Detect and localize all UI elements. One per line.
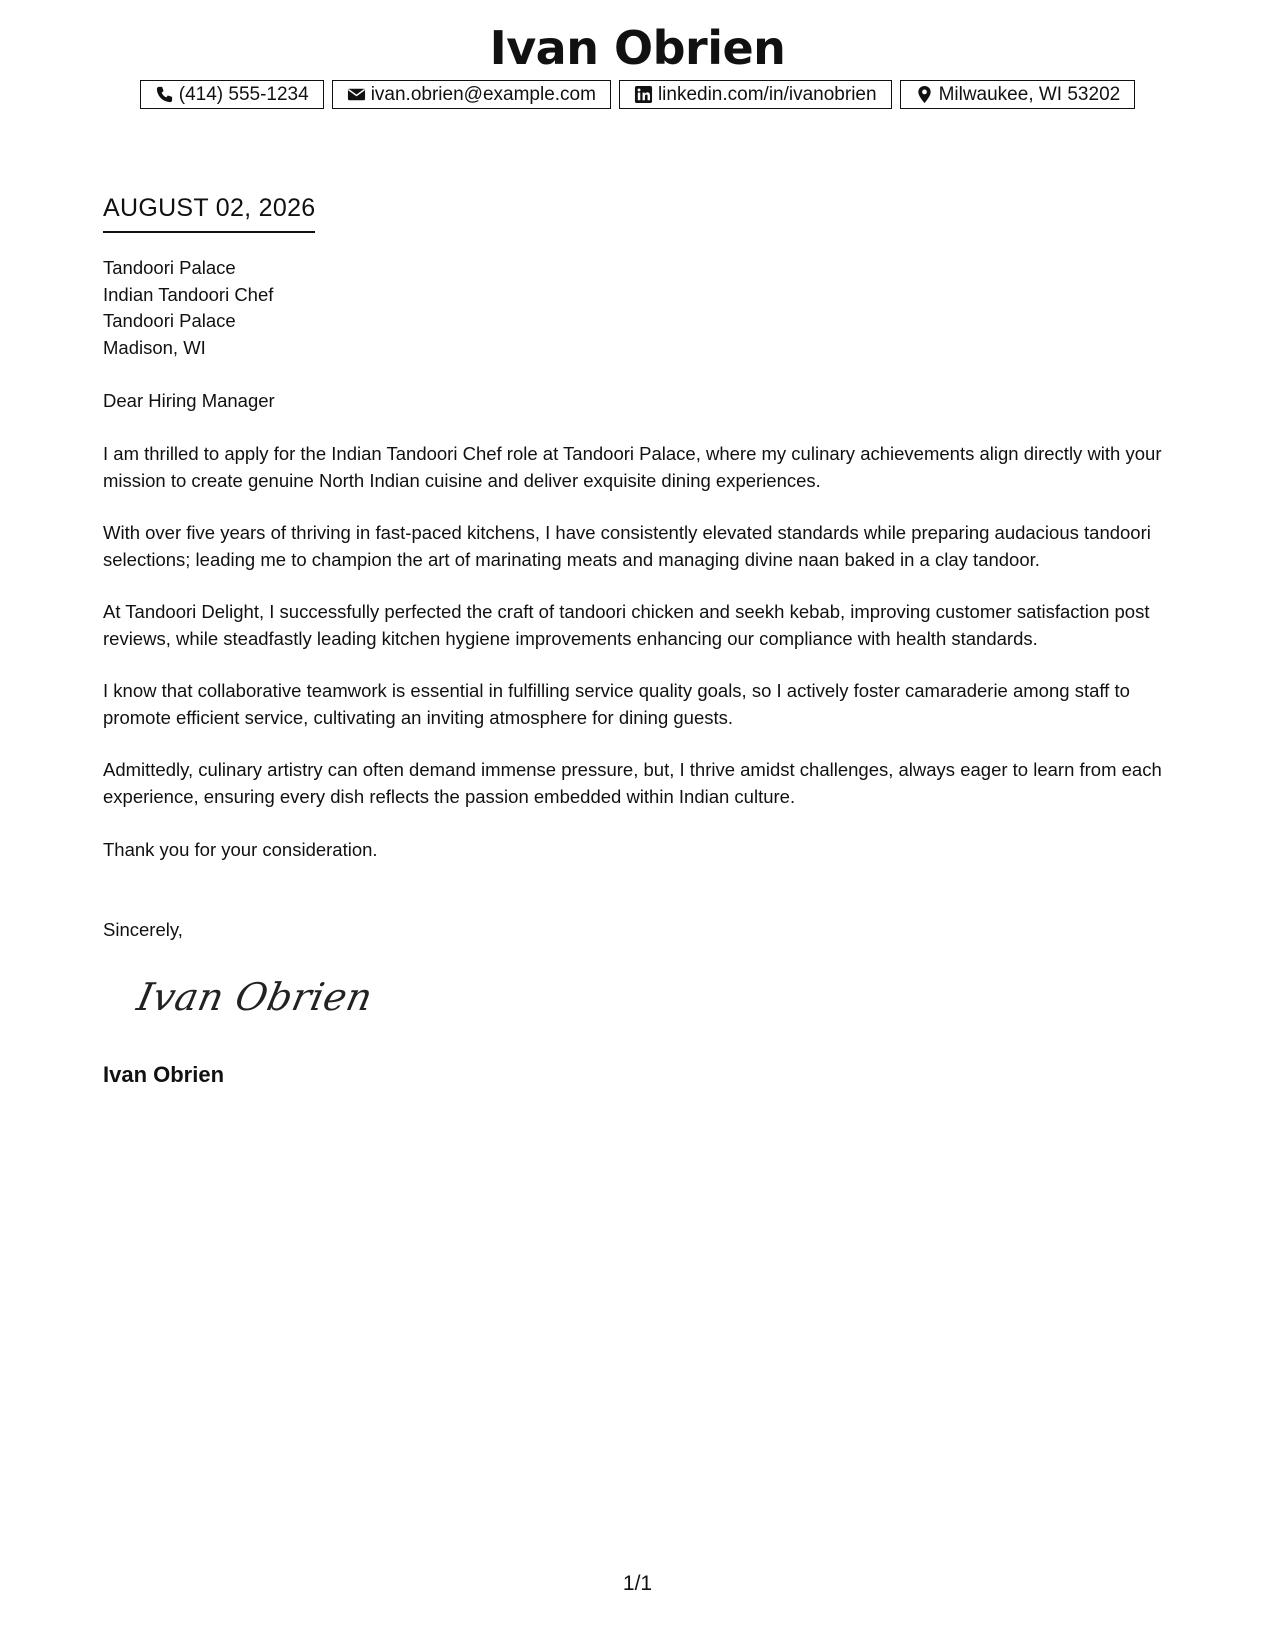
body-paragraph: I know that collaborative teamwork is essential in fulfilling service quality goals, so I actively foster camaraderie among staff to promote efficient service, cultivating an inviting atmosphere for dining guests. (103, 680, 1130, 728)
email-text: ivan.obrien@example.com (370, 83, 596, 105)
linkedin-chip[interactable] (619, 80, 892, 109)
applicant-name: Ivan Obrien (489, 21, 786, 75)
page-number: 1/1 (622, 1572, 653, 1595)
contact-bar (0, 80, 1275, 109)
recipient-line: Indian Tandoori Chef (103, 283, 274, 305)
body-paragraph: I am thrilled to apply for the Indian Tandoori Chef role at Tandoori Palace, where my culinary achievements align directly with your mission to create genuine North Indian cuisine and deliver exquisite dining experiences. (103, 443, 1162, 491)
phone-icon (155, 85, 174, 104)
location-text: Milwaukee, WI 53202 (938, 83, 1121, 105)
recipient-block (103, 255, 1183, 361)
linkedin-icon (634, 85, 653, 104)
envelope-icon (347, 85, 366, 104)
location-chip[interactable] (900, 80, 1136, 109)
recipient-line: Madison, WI (103, 336, 206, 358)
email-chip[interactable] (332, 80, 611, 109)
recipient-line: Tandoori Palace (103, 257, 236, 278)
map-marker-icon (915, 85, 934, 104)
recipient-line: Tandoori Palace (103, 310, 236, 331)
letter-body (103, 441, 1183, 836)
letter-date: AUGUST 02, 2026 (103, 193, 315, 233)
signoff: Sincerely, (103, 919, 183, 940)
closing-thanks: Thank you for your consideration. (103, 839, 378, 860)
body-paragraph: With over five years of thriving in fast-paced kitchens, I have consistently elevated standards while preparing audacious tandoori selections; leading me to champion the art of marinating meats and managing divine naan baked in a clay tandoor. (103, 522, 1151, 570)
body-paragraph: Admittedly, culinary artistry can often demand immense pressure, but, I thrive amidst challenges, always eager to learn from each experience, ensuring every dish reflects the passion embedded within Indian culture. (103, 759, 1162, 807)
linkedin-text: linkedin.com/in/ivanobrien (657, 83, 877, 105)
signer-name: Ivan Obrien (103, 1062, 225, 1087)
body-paragraph: At Tandoori Delight, I successfully perfected the craft of tandoori chicken and seekh kebab, improving customer satisfaction post reviews, while steadfastly leading kitchen hygiene improvements enhancing our compliance with health standards. (103, 601, 1150, 649)
salutation: Dear Hiring Manager (103, 390, 275, 411)
handwritten-signature: Ivan Obrien (133, 975, 377, 1019)
phone-text: (414) 555-1234 (178, 83, 309, 105)
phone-chip[interactable] (140, 80, 324, 109)
